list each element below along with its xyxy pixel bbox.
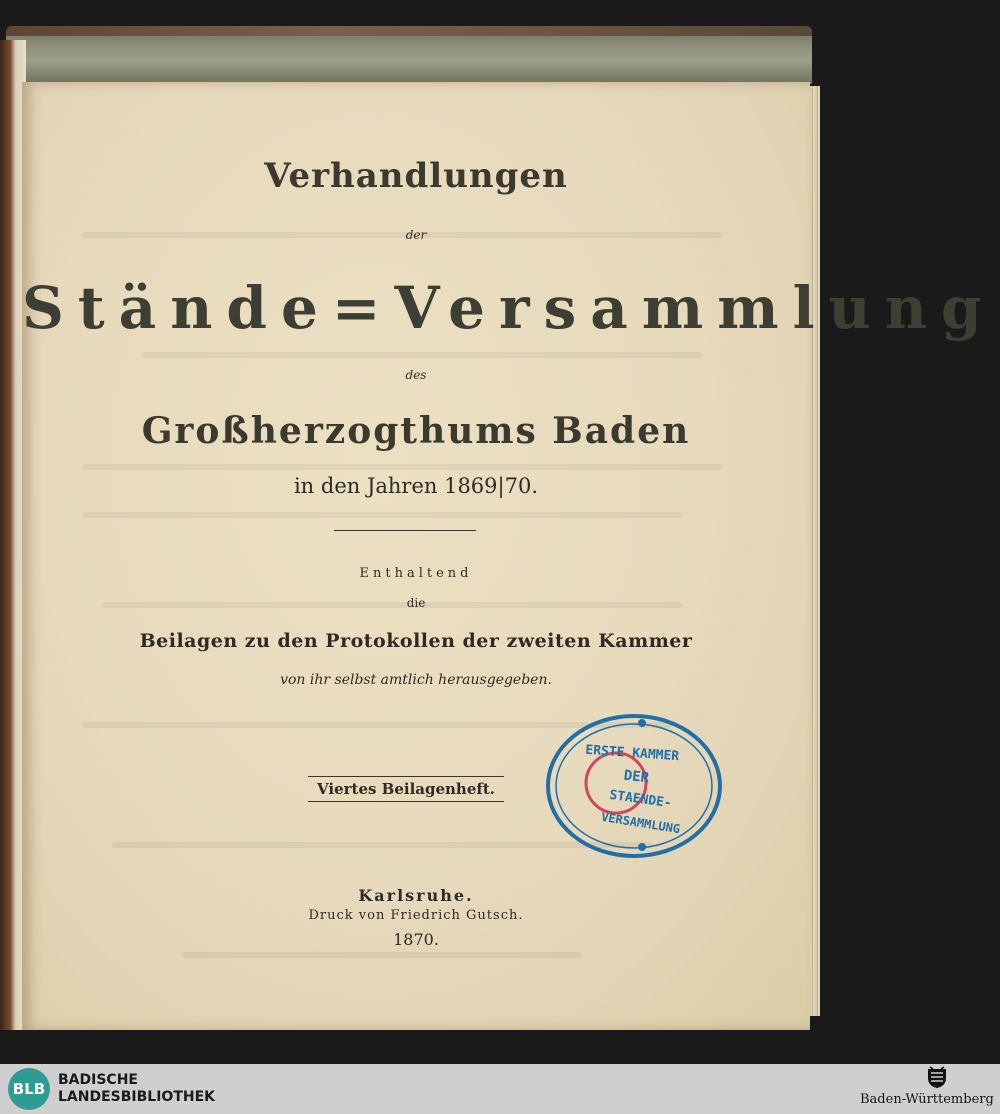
stamp-dot-top bbox=[638, 719, 646, 727]
baden-wuerttemberg-crest-icon bbox=[926, 1065, 948, 1089]
stamp-line-3: STAENDE- bbox=[608, 787, 673, 812]
years-line: in den Jahren 1869|70. bbox=[293, 474, 539, 498]
blb-logo[interactable]: BLB bbox=[8, 1068, 50, 1110]
library-name[interactable] bbox=[58, 1072, 215, 1106]
book-top-edge bbox=[6, 26, 812, 84]
imprint-year: 1870. bbox=[393, 930, 439, 949]
stamp-line-4: VERSAMMLUNG bbox=[600, 809, 681, 837]
imprint-printer: Druck von Friedrich Gutsch. bbox=[308, 908, 524, 923]
title-grossherzogthums-baden: Großherzogthums Baden bbox=[141, 410, 691, 452]
bleed-through bbox=[82, 464, 722, 470]
imprint-place: Karlsruhe. bbox=[358, 886, 474, 905]
library-stamp bbox=[544, 711, 724, 861]
enthaltend-line: Enthaltend bbox=[359, 566, 473, 581]
stamp-dot-bottom bbox=[638, 843, 646, 851]
word-der: der bbox=[405, 228, 427, 242]
word-die: die bbox=[406, 596, 426, 610]
title-page bbox=[22, 82, 996, 1030]
footer-bar bbox=[0, 1064, 1000, 1114]
word-des: des bbox=[405, 368, 427, 382]
divider-rule bbox=[334, 530, 476, 531]
stamp-inner-ring bbox=[556, 724, 712, 848]
issue-label: Viertes Beilagenheft. bbox=[308, 776, 504, 802]
published-line: von ihr selbst amtlich herausgegeben. bbox=[280, 672, 552, 688]
state-label[interactable]: Baden-Württemberg bbox=[860, 1092, 994, 1107]
stamp-line-1: ERSTE KAMMER bbox=[584, 742, 680, 765]
supplements-line: Beilagen zu den Protokollen der zweiten Kammer bbox=[139, 630, 693, 652]
bleed-through bbox=[142, 352, 702, 358]
library-name-line-2: LANDESBIBLIOTHEK bbox=[58, 1089, 216, 1105]
stamp-outer-ring bbox=[548, 716, 720, 856]
bleed-through bbox=[82, 512, 682, 518]
title-staende-versammlung: Stände=Versammlung bbox=[22, 274, 996, 342]
library-name-line-1: BADISCHE bbox=[58, 1072, 138, 1088]
bleed-through bbox=[182, 952, 582, 958]
title-verhandlungen: Verhandlungen bbox=[264, 156, 568, 196]
stamp-line-2: DER bbox=[623, 767, 650, 787]
